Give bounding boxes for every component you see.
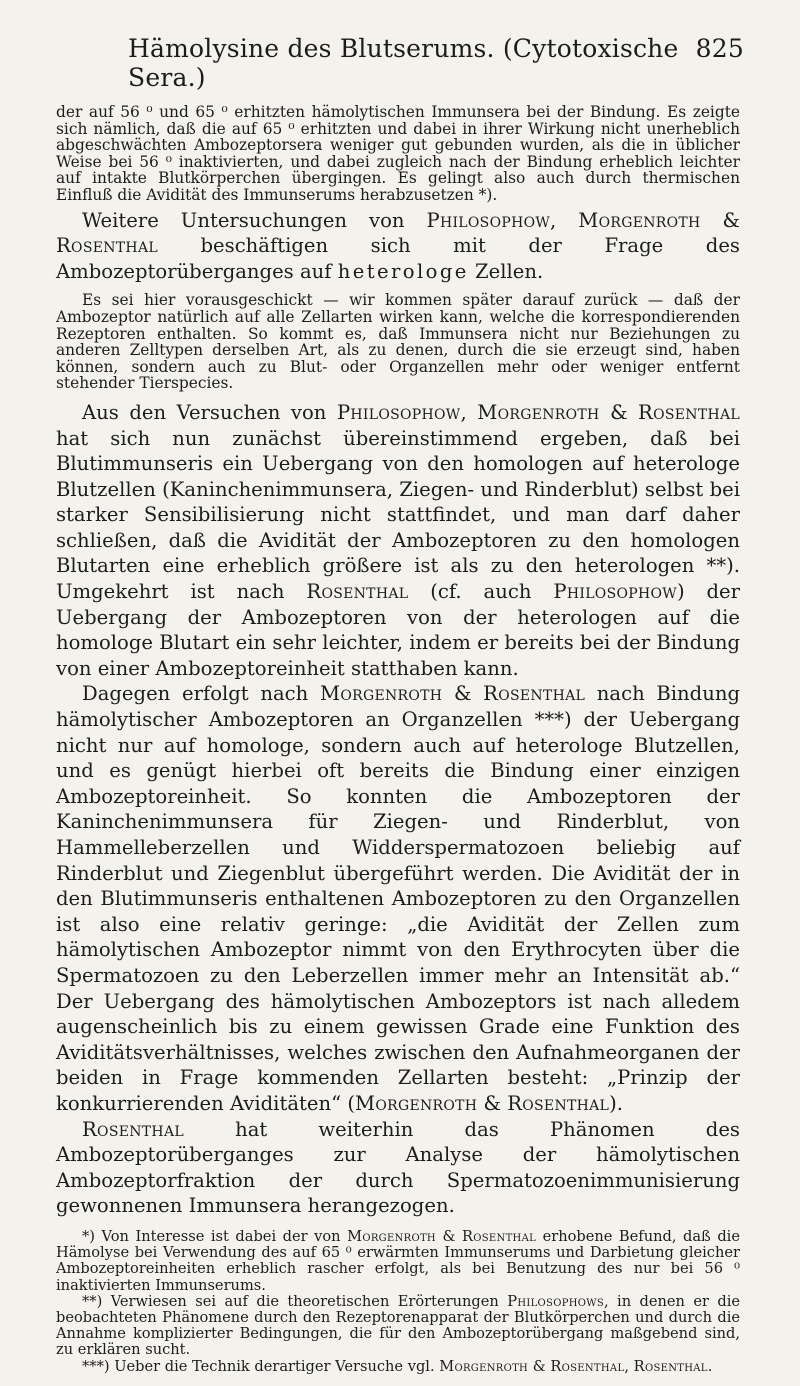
text-span: Aus den Versuchen von	[82, 400, 337, 424]
author-rosenthal: Rosenthal	[638, 400, 740, 424]
footnote-2	[56, 1294, 740, 1359]
text-span: beschäftigen sich mit der Frage des Ambozeptorüberganges auf	[56, 234, 740, 283]
author-rosenthal: Rosenthal	[306, 580, 409, 604]
author-rosenthal: Rosenthal	[56, 234, 158, 258]
text-span: ,	[550, 208, 579, 232]
spaced-emphasis: heterologe	[337, 259, 469, 283]
footnote-1	[56, 1229, 740, 1294]
text-span: &	[477, 1091, 508, 1115]
text-span: &	[599, 400, 639, 424]
page-header	[60, 26, 744, 92]
text-span: hat weiterhin das Phänomen des Ambozeptorüberganges zur Analyse der hämolytischen Ambozeptorfraktion der durch Spermatozoenimmunisierung gewonnenen Immunsera herangezogen.	[56, 1117, 740, 1218]
text-span: erhobene Befund, daß die Hämolyse bei Verwendung des auf 65 ⁰ erwärmten Immunserums und Darbietung gleicher Ambozeptoreinheiten erheblich rascher erfolgt, als bei Benutzung des nur bei 56 ⁰ inaktivierten Immunserums.	[56, 1227, 740, 1294]
text-span: **) Verwiesen sei auf die theoretischen Erörterungen	[82, 1292, 508, 1310]
text-span: Zellen.	[468, 259, 544, 283]
author-philosophow: Philosophow	[553, 580, 677, 604]
text-span: *) Von Interesse ist dabei der von	[82, 1227, 348, 1245]
footnotes	[56, 1229, 740, 1375]
text-span: ,	[624, 1357, 634, 1375]
running-title: Hämolysine des Blutserums. (Cytotoxische Sera.)	[128, 34, 679, 92]
text-span: &	[700, 208, 740, 232]
paragraph-4	[56, 400, 740, 682]
author-philosophow: Philosophows	[507, 1292, 604, 1310]
text-span: ) der Uebergang der Ambozeptoren von der heterologen auf die homologe Blutart ein sehr leichter, indem er bereits bei der Bindung von einer Ambozeptoreinheit statthaben kann.	[56, 580, 740, 680]
author-rosenthal: Rosenthal	[82, 1117, 184, 1141]
author-rosenthal: Rosenthal	[462, 1227, 537, 1245]
author-rosenthal: Rosenthal	[550, 1357, 625, 1375]
author-morgenroth: Morgenroth	[354, 1091, 478, 1115]
text-span: ,	[460, 400, 478, 424]
text-span: .	[707, 1357, 713, 1375]
text-span: , in denen er die beobachteten Phänomene durch den Rezeptorenapparat der Blutkörperchen und durch die Annahme komplizierter Bedingungen, die für den Ambozeptorübergang maßgebend sind, zu erklären sucht.	[56, 1292, 741, 1359]
text-span: &	[435, 1227, 462, 1245]
text-span: ***) Ueber die Technik derartiger Versuche vgl.	[82, 1357, 440, 1375]
text-span: Weitere Untersuchungen von	[82, 208, 427, 232]
text-span: (cf. auch	[408, 580, 554, 604]
text-span: Dagegen erfolgt nach	[82, 682, 320, 706]
text-span: nach Bindung hämolytischer Ambozeptoren an Organzellen ***) der Uebergang nicht nur auf homologe, sondern auch auf heterologe Blutzellen, und es genügt hierbei oft bereits die Bindung einer einzigen Ambozeptoreinheit. So konnten die Ambozeptoren der Kaninchenimmunsera für Ziegen- und Rinderblut, von Hammelleberzellen und Widderspermatozoen beliebig auf Rinderblut und Ziegenblut übergeführt werden. Die Avidität der in den Blutimmunseris enthaltenen Ambozeptoren zu den Organzellen ist also eine relativ geringe: „die Avidität der Zellen zum hämolytischen Ambozeptor nimmt von den Erythrocyten über die Spermatozoen zu den Leberzellen immer mehr an Intensität ab.“ Der Uebergang des hämolytischen Ambozeptors ist nach alledem augenscheinlich bis zu einem gewissen Grade eine Funktion des Aviditätsverhältnisses, welches zwischen den Aufnahmeorganen der beiden in Frage kommenden Zellarten besteht: „Prinzip der konkurrierenden Aviditäten“ (	[56, 682, 740, 1115]
author-philosophow: Philosophow	[426, 208, 551, 232]
text-span: hat sich nun zunächst übereinstimmend ergeben, daß bei Blutimmunseris ein Uebergang von den homologen auf heterologe Blutzellen (Kaninchenimmunsera, Ziegen- und Rinderblut) selbst bei starker Sensibilisierung nicht stattfindet, und man darf daher schließen, daß die Avidität der Ambozeptoren zu den homologen Blutarten eine erheblich größere ist als zu den heterologen **). Umgekehrt ist nach	[56, 426, 740, 604]
author-philosophow: Philosophow	[336, 400, 461, 424]
page-number: 825	[695, 34, 744, 63]
page-body	[56, 104, 740, 1375]
text-span: ).	[609, 1091, 624, 1115]
paragraph-2	[56, 208, 740, 285]
author-morgenroth: Morgenroth	[477, 400, 600, 424]
paragraph-3: Es sei hier vorausgeschickt — wir kommen später darauf zurück — daß der Ambozeptor natürlich auf alle Zellarten wirken kann, welche die korrespondierenden Rezeptoren enthalten. So kommt es, daß Immunsera nicht nur Beziehungen zu anderen Zelltypen derselben Art, als zu denen, durch die sie erzeugt sind, haben können, sondern auch zu Blut- oder Organzellen mehr oder weniger entfernt stehender Tierspecies.	[56, 291, 740, 393]
text-span: &	[528, 1357, 551, 1375]
author-morgenroth: Morgenroth	[319, 682, 443, 706]
paragraph-6	[56, 1117, 740, 1219]
paragraph-5	[56, 681, 740, 1116]
author-rosenthal: Rosenthal	[507, 1091, 610, 1115]
footnote-3	[56, 1359, 740, 1375]
author-rosenthal: Rosenthal	[633, 1357, 708, 1375]
paragraph-1: der auf 56 ⁰ und 65 ⁰ erhitzten hämolytischen Immunsera bei der Bindung. Es zeigte sich nämlich, daß die auf 65 ⁰ erhitzten und dabei in ihrer Wirkung nicht unerheblich abgeschwächten Ambozeptorsera weniger gut gebunden wurden, als die in üblicher Weise bei 56 ⁰ inaktivierten, und dabei zugleich nach der Bindung erheblich leichter auf intakte Blutkörperchen übergingen. Es gelingt also auch durch thermischen Einfluß die Avidität des Immunserums herabzusetzen *).	[56, 103, 740, 204]
text-span: &	[442, 682, 484, 706]
author-rosenthal: Rosenthal	[483, 682, 586, 706]
author-morgenroth: Morgenroth	[439, 1357, 529, 1375]
author-morgenroth: Morgenroth	[347, 1227, 436, 1245]
author-morgenroth: Morgenroth	[578, 208, 701, 232]
